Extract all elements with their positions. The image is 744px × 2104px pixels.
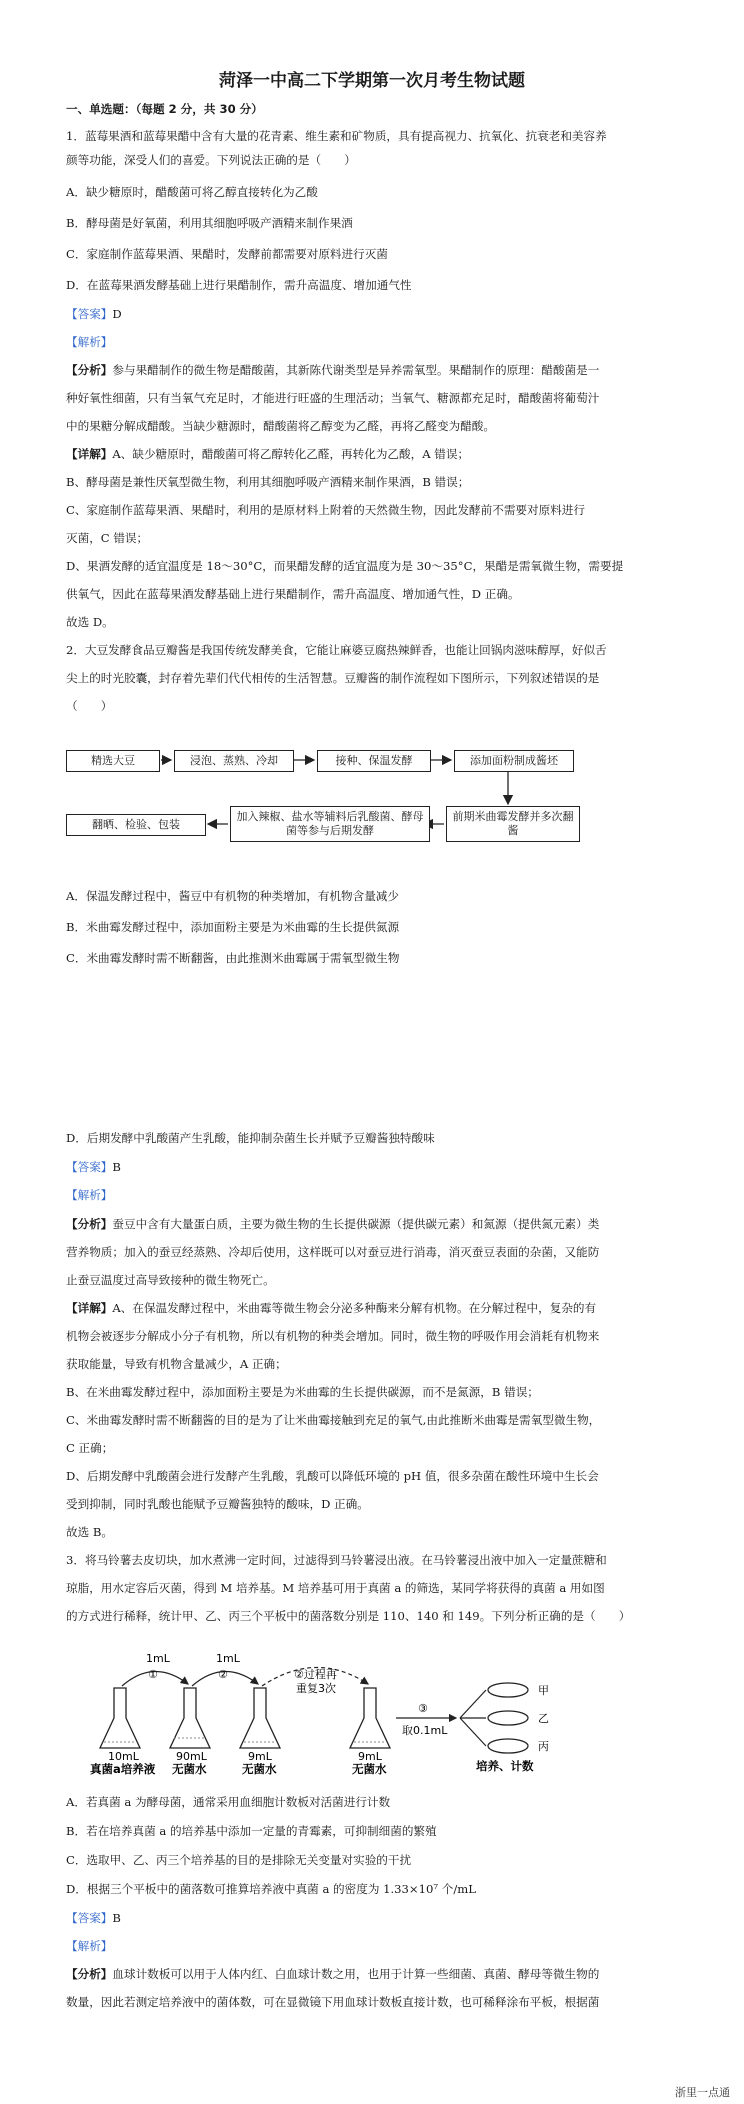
section-heading: 一、单选题：（每题 2 分，共 30 分） (66, 102, 263, 116)
q1-detail-line6: 供氧气，因此在蓝莓果酒发酵基础上进行果醋制作，需升高温度、增加通气性，D 正确。 (66, 587, 520, 601)
q2-option-a: A．保温发酵过程中，酱豆中有机物的种类增加，有机物含量减少 (66, 889, 399, 903)
step-3-marker: ③ (418, 1702, 428, 1715)
plate-jia-icon (488, 1683, 528, 1697)
flask-90ml-icon (170, 1688, 210, 1748)
q1-stem-line1: 1．蓝莓果酒和蓝莓果醋中含有大量的花青素、维生素和矿物质，具有提高视力、抗氧化、抗衰老和美容养 (66, 129, 607, 143)
q2-stem-line3: （ ） (66, 699, 113, 713)
step-2-note-line1: ②过程再 (294, 1668, 337, 1681)
flow-step-early-fermentation: 前期米曲霉发酵并多次翻酱 (446, 806, 580, 842)
detail-text: A、缺少糖原时，醋酸菌可将乙醇转化乙醛，再转化为乙酸，A 错误； (112, 447, 470, 461)
answer-value: B (112, 1911, 121, 1925)
page-title: 菏泽一中高二下学期第一次月考生物试题 (219, 71, 525, 91)
q1-fenxi-line3: 中的果糖分解成醋酸。当缺少糖源时，醋酸菌将乙醇变为乙醛，再将乙醛变为醋酸。 (66, 419, 495, 433)
fenxi-text: 参与果醋制作的微生物是醋酸菌，其新陈代谢类型是异养需氧型。果醋制作的原理：醋酸菌是一 (112, 363, 600, 377)
q2-option-d: D．后期发酵中乳酸菌产生乳酸，能抑制杂菌生长并赋予豆瓣酱独特酸味 (66, 1131, 435, 1145)
q1-option-a: A．缺少糖原时，醋酸菌可将乙醇直接转化为乙酸 (66, 185, 318, 199)
q3-answer (66, 1910, 121, 1927)
q2-stem-line2: 尖上的时光胶囊，封存着先辈们代代相传的生活智慧。豆瓣酱的制作流程如下图所示，下列叙述错误的是 (66, 671, 600, 685)
q3-option-d: D．根据三个平板中的菌落数可推算培养液中真菌 a 的密度为 1.33×10⁷ 个/mL (66, 1882, 476, 1896)
plate-3-label: 丙 (538, 1740, 549, 1753)
q3-option-a: A．若真菌 a 为酵母菌，通常采用血细胞计数板对活菌进行计数 (66, 1795, 391, 1809)
q2-detail-line3: 获取能量，导致有机物含量减少，A 正确； (66, 1357, 287, 1371)
q1-fenxi-line1 (66, 362, 599, 379)
q1-option-b: B．酵母菌是好氧菌，利用其细胞呼吸产酒精来制作果酒 (66, 216, 353, 230)
q2-detail-line8: 受到抑制，同时乳酸也能赋予豆瓣酱独特的酸味，D 正确。 (66, 1497, 369, 1511)
plate-1-label: 甲 (538, 1684, 549, 1697)
flask-3-label: 无菌水 (242, 1762, 277, 1776)
step-2-marker: ② (218, 1668, 228, 1681)
q1-option-d: D．在蓝莓果酒发酵基础上进行果醋制作，需升高温度、增加通气性 (66, 278, 412, 292)
q2-detail-line1 (66, 1300, 596, 1317)
q3-stem-line3: 的方式进行稀释，统计甲、乙、丙三个平板中的菌落数分别是 110、140 和 149。下列分析正确的是（ ） (66, 1609, 631, 1623)
q2-answer (66, 1159, 121, 1176)
flow-step-package: 翻晒、检验、包装 (66, 814, 206, 836)
q1-detail-line4: 灭菌，C 错误； (66, 531, 149, 545)
q3-stem-line1: 3．将马铃薯去皮切块，加水煮沸一定时间，过滤得到马铃薯浸出液。在马铃薯浸出液中加入一定量蔗糖和 (66, 1553, 607, 1567)
answer-tag: 【答案】 (66, 1911, 113, 1925)
fenxi-tag: 【分析】 (66, 1967, 113, 1981)
q1-stem-line2: 颜等功能，深受人们的喜爱。下列说法正确的是（ ） (66, 153, 356, 167)
q1-detail-line3: C、家庭制作蓝莓果酒、果醋时，利用的是原材料上附着的天然微生物，因此发酵前不需要对原料进行 (66, 503, 585, 517)
answer-tag: 【答案】 (66, 1160, 113, 1174)
flowchart (66, 740, 626, 870)
q1-detail-line5: D、果酒发酵的适宜温度是 18～30°C，而果醋发酵的适宜温度为是 30～35°C，果醋是需氧微生物，需要提 (66, 559, 624, 573)
q3-stem-line2: 琼脂，用水定容后灭菌，得到 M 培养基。M 培养基可用于真菌 a 的筛选，某同学将获得的真菌 a 用如图 (66, 1581, 605, 1595)
q1-analysis-tag: 【解析】 (66, 335, 113, 349)
flask-4-label: 无菌水 (352, 1762, 387, 1776)
plates-caption: 培养、计数 (476, 1759, 534, 1773)
detail-tag: 【详解】 (66, 1301, 113, 1315)
q2-option-c: C．米曲霉发酵时需不断翻酱，由此推测米曲霉属于需氧型微生物 (66, 951, 400, 965)
dilution-diagram (90, 1648, 616, 1776)
flask-9ml-icon (240, 1688, 280, 1748)
flow-step-soak-steam: 浸泡、蒸熟、冷却 (174, 750, 294, 772)
fenxi-text: 蚕豆中含有大量蛋白质，主要为微生物的生长提供碳源（提供碳元素）和氮源（提供氮元素）类 (112, 1217, 600, 1231)
step-2-note-line2: 重复3次 (296, 1682, 336, 1695)
flask-9ml-final-icon (350, 1688, 390, 1748)
answer-value: B (112, 1160, 121, 1174)
plate-yi-icon (488, 1711, 528, 1725)
q1-detail-line7: 故选 D。 (66, 615, 114, 629)
q2-fenxi-line1 (66, 1216, 599, 1233)
flow-step-late-fermentation: 加入辣椒、盐水等辅料后乳酸菌、酵母菌等参与后期发酵 (230, 806, 430, 842)
q1-detail-line2: B、酵母菌是兼性厌氧型微生物，利用其细胞呼吸产酒精来制作果酒，B 错误； (66, 475, 470, 489)
q2-detail-line5: C、米曲霉发酵时需不断翻酱的目的是为了让米曲霉接触到充足的氧气,由此推断米曲霉是需氧型微生物， (66, 1413, 601, 1427)
q3-analysis-tag: 【解析】 (66, 1939, 113, 1953)
plate-bing-icon (488, 1739, 528, 1753)
fenxi-text: 血球计数板可以用于人体内红、白血球计数之用，也用于计算一些细菌、真菌、酵母等微生物的 (112, 1967, 600, 1981)
q2-stem-line1: 2．大豆发酵食品豆瓣酱是我国传统发酵美食，它能让麻婆豆腐热辣鲜香，也能让回锅肉滋味醇厚，好似舌 (66, 643, 607, 657)
fenxi-tag: 【分析】 (66, 363, 113, 377)
flask-1-volume: 10mL (108, 1750, 139, 1763)
q2-detail-line7: D、后期发酵中乳酸菌会进行发酵产生乳酸，乳酸可以降低环境的 pH 值，很多杂菌在酸性环境中生长会 (66, 1469, 599, 1483)
q3-fenxi-line1 (66, 1966, 599, 1983)
q1-fenxi-line2: 种好氧性细菌，只有当氧气充足时，才能进行旺盛的生理活动；当氧气、糖源都充足时，醋酸菌将葡萄汁 (66, 391, 600, 405)
q2-detail-line2: 机物会被逐步分解成小分子有机物，所以有机物的种类会增加。同时，微生物的呼吸作用会消耗有机物来 (66, 1329, 600, 1343)
q2-analysis-tag: 【解析】 (66, 1188, 113, 1202)
plate-2-label: 乙 (538, 1712, 549, 1725)
flask-4-volume: 9mL (358, 1750, 382, 1763)
flask-culture-icon (100, 1688, 140, 1748)
q2-fenxi-line2: 营养物质；加入的蚕豆经蒸熟、冷却后使用，这样既可以对蚕豆进行消毒，消灭蚕豆表面的杂菌，又能防 (66, 1245, 600, 1259)
answer-tag: 【答案】 (66, 307, 113, 321)
q2-fenxi-line3: 止蚕豆温度过高导致接种的微生物死亡。 (66, 1273, 275, 1287)
flask-1-label: 真菌a培养液 (90, 1762, 156, 1776)
take-volume-label: 取0.1mL (402, 1724, 448, 1737)
q3-option-b: B．若在培养真菌 a 的培养基中添加一定量的青霉素，可抑制细菌的繁殖 (66, 1824, 437, 1838)
flow-step-select-soybeans: 精选大豆 (66, 750, 160, 772)
q3-fenxi-line2: 数量，因此若测定培养液中的菌体数，可在显微镜下用血球计数板直接计数，也可稀释涂布平板，根据菌 (66, 1995, 600, 2009)
fenxi-tag: 【分析】 (66, 1217, 113, 1231)
volume-label-1: 1mL (146, 1652, 170, 1665)
flask-3-volume: 9mL (248, 1750, 272, 1763)
detail-text: A、在保温发酵过程中，米曲霉等微生物会分泌多种酶来分解有机物。在分解过程中，复杂的有 (112, 1301, 597, 1315)
q1-answer (66, 306, 122, 323)
flow-step-inoculate: 接种、保温发酵 (317, 750, 431, 772)
q2-detail-line6: C 正确； (66, 1441, 114, 1455)
q2-option-b: B．米曲霉发酵过程中，添加面粉主要是为米曲霉的生长提供氮源 (66, 920, 400, 934)
q1-option-c: C．家庭制作蓝莓果酒、果醋时，发酵前都需要对原料进行灭菌 (66, 247, 388, 261)
answer-value: D (112, 307, 122, 321)
footer-watermark: 浙里一点通 (675, 2086, 730, 2099)
q2-detail-line9: 故选 B。 (66, 1525, 113, 1539)
step-1-marker: ① (148, 1668, 158, 1681)
q1-detail-line1 (66, 446, 469, 463)
flask-2-label: 无菌水 (172, 1762, 207, 1776)
flask-2-volume: 90mL (176, 1750, 207, 1763)
q2-detail-line4: B、在米曲霉发酵过程中，添加面粉主要是为米曲霉的生长提供碳源，而不是氮源，B 错误； (66, 1385, 539, 1399)
flow-step-add-flour: 添加面粉制成酱坯 (454, 750, 574, 772)
volume-label-2: 1mL (216, 1652, 240, 1665)
q3-option-c: C．选取甲、乙、丙三个培养基的目的是排除无关变量对实验的干扰 (66, 1853, 412, 1867)
detail-tag: 【详解】 (66, 447, 113, 461)
